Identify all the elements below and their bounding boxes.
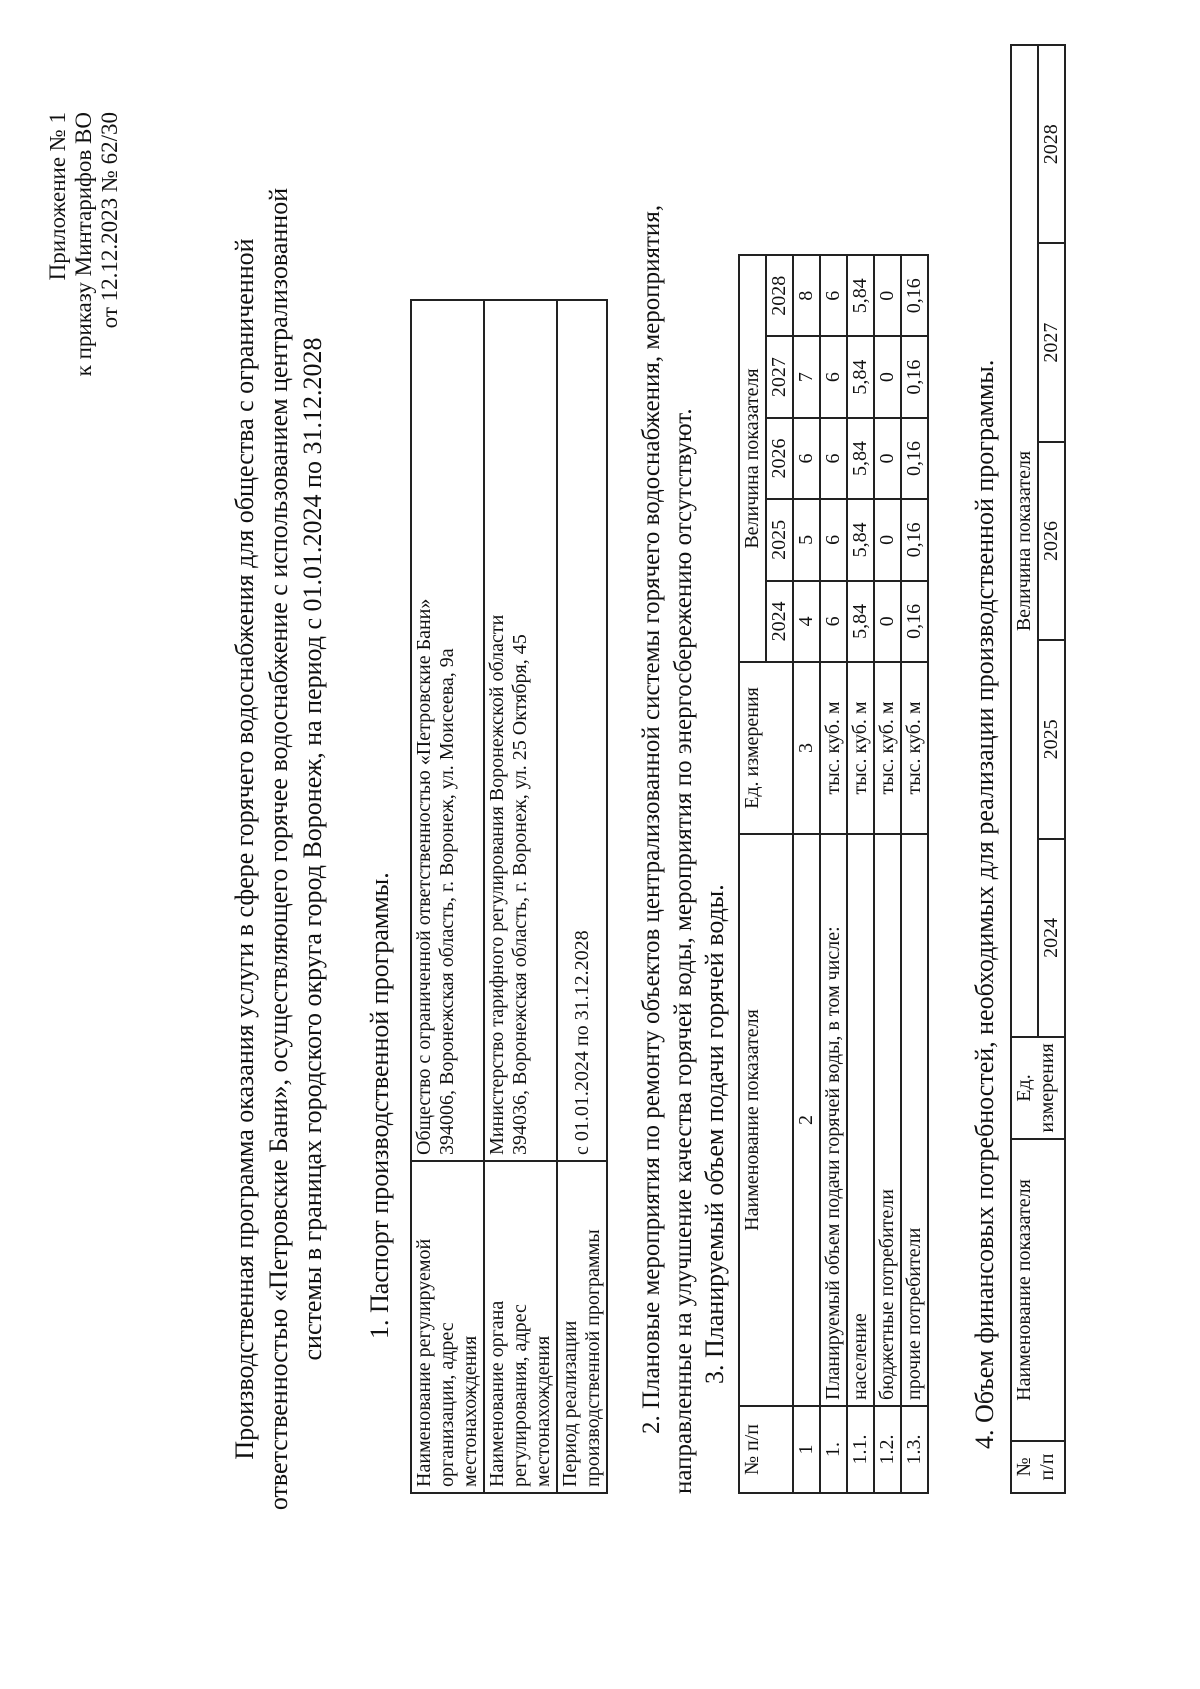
section-1-heading: 1. Паспорт производственной программы.	[365, 872, 394, 1339]
section-3-heading: 3. Планируемый объем подачи горячей воды.	[700, 884, 729, 1384]
table-row	[793, 255, 820, 1493]
cell: 0	[874, 499, 901, 580]
appendix-line-3: от 12.12.2023 № 62/30	[97, 112, 122, 329]
cell: 2	[793, 834, 820, 1406]
cell: 5	[793, 499, 820, 580]
cell: тыс. куб. м	[901, 662, 928, 834]
cell: 6	[820, 255, 847, 336]
table-row	[484, 300, 557, 1493]
col-header-unit: Ед. измерения	[1011, 1037, 1065, 1139]
cell: 6	[820, 581, 847, 662]
cell: бюджетные потребители	[874, 834, 901, 1406]
year-header: 2027	[766, 336, 793, 417]
col-header-num: № п/п	[1011, 1441, 1065, 1493]
year-header: 2024	[766, 581, 793, 662]
col-header-name: Наименование показателя	[739, 834, 793, 1406]
cell: 5,84	[847, 581, 874, 662]
year-header: 2027	[1038, 243, 1065, 441]
col-header-values: Величина показателя	[739, 255, 766, 662]
cell: 5,84	[847, 499, 874, 580]
hot-water-volume-table	[738, 254, 929, 1494]
passport-value: Министерство тарифного регулирования Воронежской области 394036, Воронежская область, г. Воронеж, ул. 25 Октября, 45	[484, 300, 557, 1161]
appendix-line-1: Приложение № 1	[45, 112, 70, 281]
cell: тыс. куб. м	[874, 662, 901, 834]
section-2-text: 2. Плановые мероприятия по ремонту объектов централизованной системы горячего водоснабжения, мероприятия, направленные на улучшение качества горячей воды, мероприятия по энергосбережению отсутствуют.	[638, 204, 697, 1494]
col-header-num: № п/п	[739, 1406, 793, 1493]
cell: тыс. куб. м	[847, 662, 874, 834]
cell: 1.	[820, 1406, 847, 1493]
cell: 8	[793, 255, 820, 336]
document-title	[228, 149, 330, 1549]
cell: Планируемый объем подачи горячей воды, в том числе:	[820, 834, 847, 1406]
passport-value: с 01.01.2024 по 31.12.2028	[557, 300, 607, 1161]
cell: 1.3.	[901, 1406, 928, 1493]
cell: 6	[820, 499, 847, 580]
cell: 0	[874, 418, 901, 499]
cell: прочие потребители	[901, 834, 928, 1406]
cell: 0,16	[901, 418, 928, 499]
cell: 6	[820, 418, 847, 499]
cell: 6	[793, 418, 820, 499]
cell: 1.1.	[847, 1406, 874, 1493]
cell: 7	[793, 336, 820, 417]
table-row	[411, 300, 484, 1493]
section-4-heading: 4. Объем финансовых потребностей, необходимых для реализации производственной программы.	[970, 359, 999, 1449]
passport-label: Наименование регулируемой организации, адрес местонахождения	[411, 1161, 484, 1493]
year-header: 2024	[1038, 839, 1065, 1037]
cell: 0,16	[901, 336, 928, 417]
year-header: 2025	[1038, 640, 1065, 838]
financial-needs-table	[1010, 44, 1066, 1494]
cell: 3	[793, 662, 820, 834]
year-header: 2026	[1038, 442, 1065, 640]
cell: тыс. куб. м	[820, 662, 847, 834]
table-row	[874, 255, 901, 1493]
cell: 0	[874, 336, 901, 417]
table-header-row	[1011, 45, 1038, 1493]
cell: 0	[874, 581, 901, 662]
passport-value: Общество с ограниченной ответственностью «Петровские Бани» 394006, Воронежская область, г. Воронеж, ул. Моисеева, 9а	[411, 300, 484, 1161]
passport-label: Период реализации производственной программы	[557, 1161, 607, 1493]
table-header-row	[739, 255, 766, 1493]
cell: 4	[793, 581, 820, 662]
col-header-name: Наименование показателя	[1011, 1139, 1065, 1441]
cell: 1	[793, 1406, 820, 1493]
cell: 0	[874, 255, 901, 336]
cell: 0,16	[901, 499, 928, 580]
appendix-line-2: к приказу Минтарифов ВО	[71, 112, 96, 377]
cell: 0,16	[901, 581, 928, 662]
table-row	[901, 255, 928, 1493]
col-header-unit: Ед. измерения	[739, 662, 793, 834]
table-row	[847, 255, 874, 1493]
passport-table	[410, 299, 608, 1494]
year-header: 2026	[766, 418, 793, 499]
title-line-1: Производственная программа оказания услуги в сфере горячего водоснабжения для общества с ограниченной	[230, 238, 259, 1460]
cell: 5,84	[847, 418, 874, 499]
cell: население	[847, 834, 874, 1406]
cell: 6	[820, 336, 847, 417]
passport-label: Наименование органа регулирования, адрес местонахождения	[484, 1161, 557, 1493]
cell: 0,16	[901, 255, 928, 336]
table-row	[557, 300, 607, 1493]
year-header: 2025	[766, 499, 793, 580]
title-line-3: системы в границах городского округа город Воронеж, на период с 01.01.2024 по 31.12.2028	[298, 337, 327, 1361]
year-header: 2028	[766, 255, 793, 336]
table-row	[820, 255, 847, 1493]
cell: 1.2.	[874, 1406, 901, 1493]
year-header: 2028	[1038, 45, 1065, 243]
col-header-values: Величина показателя	[1011, 45, 1038, 1037]
appendix-note	[45, 112, 123, 376]
cell: 5,84	[847, 255, 874, 336]
title-line-2: ответственностью «Петровские Бани», осуществляющего горячее водоснабжение с использованием централизованной	[264, 187, 293, 1511]
cell: 5,84	[847, 336, 874, 417]
